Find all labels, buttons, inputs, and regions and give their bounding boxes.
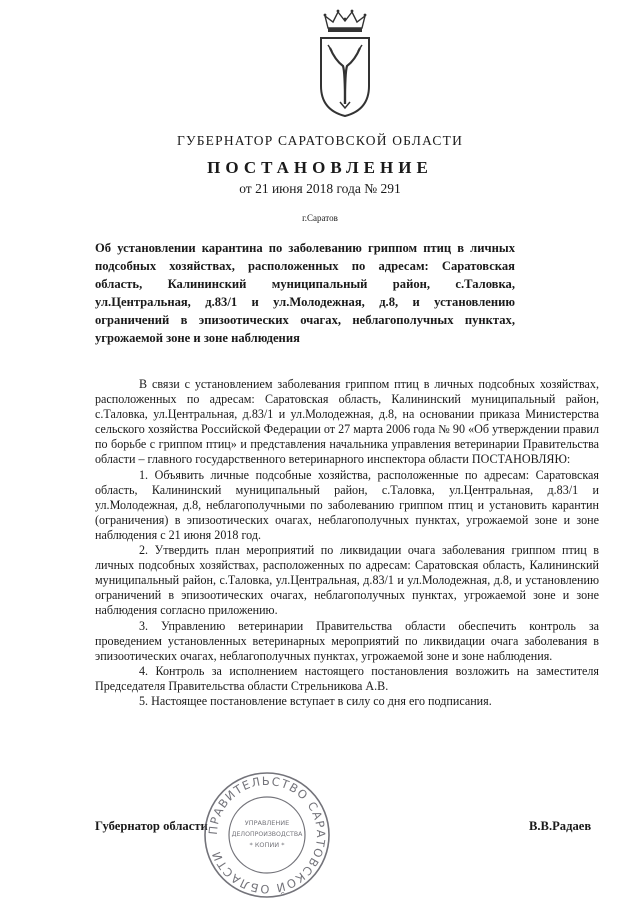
seal-center-line-2: ДЕЛОПРОИЗВОДСТВА (231, 831, 303, 838)
document-date-number: от 21 июня 2018 года № 291 (239, 181, 401, 196)
resolution-item-3: 3. Управлению ветеринарии Правительства области обеспечить контроль за проведением установленных ветеринарных мероприятий по ликвидации очага заболевания в эпизоотических очагах, неблагополучных пунктах, угрожаемой зоне и зоне наблюдения. (95, 618, 599, 663)
signatory-position: Губернатор области (95, 819, 208, 833)
document-body (95, 377, 599, 709)
document-type: ПОСТАНОВЛЕНИЕ (207, 158, 433, 177)
resolution-item-1: 1. Объявить личные подсобные хозяйства, расположенные по адресам: Саратовская область, Калининский муниципальный район, с.Таловка, ул.Центральная, д.83/1 и ул.Молодежная, д.8, неблагополучными по заболеванию гриппом птиц и установить карантин (ограничения) в эпизоотических очагах, неблагополучных пунктах, угрожаемой зоне и зоне наблюдения с 21 июня 2018 год. (95, 467, 599, 542)
seal-center-line-3: * КОПИИ * (249, 841, 285, 849)
document-city: г.Саратов (302, 213, 338, 223)
signatory-name: В.В.Радаев (529, 819, 592, 833)
coat-of-arms-icon (316, 8, 374, 118)
seal-ring-textpath: ПРАВИТЕЛЬСТВО САРАТОВСКОЙ ОБЛАСТИ (205, 773, 329, 897)
official-seal-stamp (202, 770, 332, 900)
seal-center-line-1: УПРАВЛЕНИЕ (244, 819, 290, 827)
preamble-paragraph: В связи с установлением заболевания гриппом птиц в личных подсобных хозяйствах, расположенных по адресам: Саратовская область, Калининский муниципальный район, с.Таловка, ул.Центральная, д.83/1 и ул.Молодежная, д.8, на основании приказа Министерства сельского хозяйства Российской Федерации от 27 марта 2006 года № 90 «Об утверждении правил по борьбе с гриппом птиц» и представления начальника управления ветеринарии Правительства области – главного государственного ветеринарного инспектора области ПОСТАНОВЛЯЮ: (95, 377, 599, 467)
resolution-item-5: 5. Настоящее постановление вступает в силу со дня его подписания. (139, 693, 492, 708)
resolution-item-2: 2. Утвердить план мероприятий по ликвидации очага заболевания гриппом птиц в личных подсобных хозяйствах, расположенных по адресам: Саратовская область, Калининский муниципальный район, с.Таловка, ул.Центральная, д.83/1 и ул.Молодежная, д.8, и установлению ограничений в эпизоотических очагах, неблагополучных пунктах, угрожаемой зоне и зоне наблюдения согласно приложению. (95, 543, 599, 618)
issuing-authority: ГУБЕРНАТОР САРАТОВСКОЙ ОБЛАСТИ (176, 133, 464, 148)
resolution-item-4: 4. Контроль за исполнением настоящего постановления возложить на заместителя Председателя Правительства области Стрельникова А.В. (95, 663, 599, 693)
document-title: Об установлении карантина по заболеванию гриппом птиц в личных подсобных хозяйствах, расположенных по адресам: Саратовская область, Калининский муниципальный район, с.Таловка, ул.Центральная, д.83/1 и ул.Молодежная, д.8, и установлению ограничений в эпизоотических очагах, неблагополучных пунктах, угрожаемой зоне и зоне наблюдения (95, 241, 515, 345)
